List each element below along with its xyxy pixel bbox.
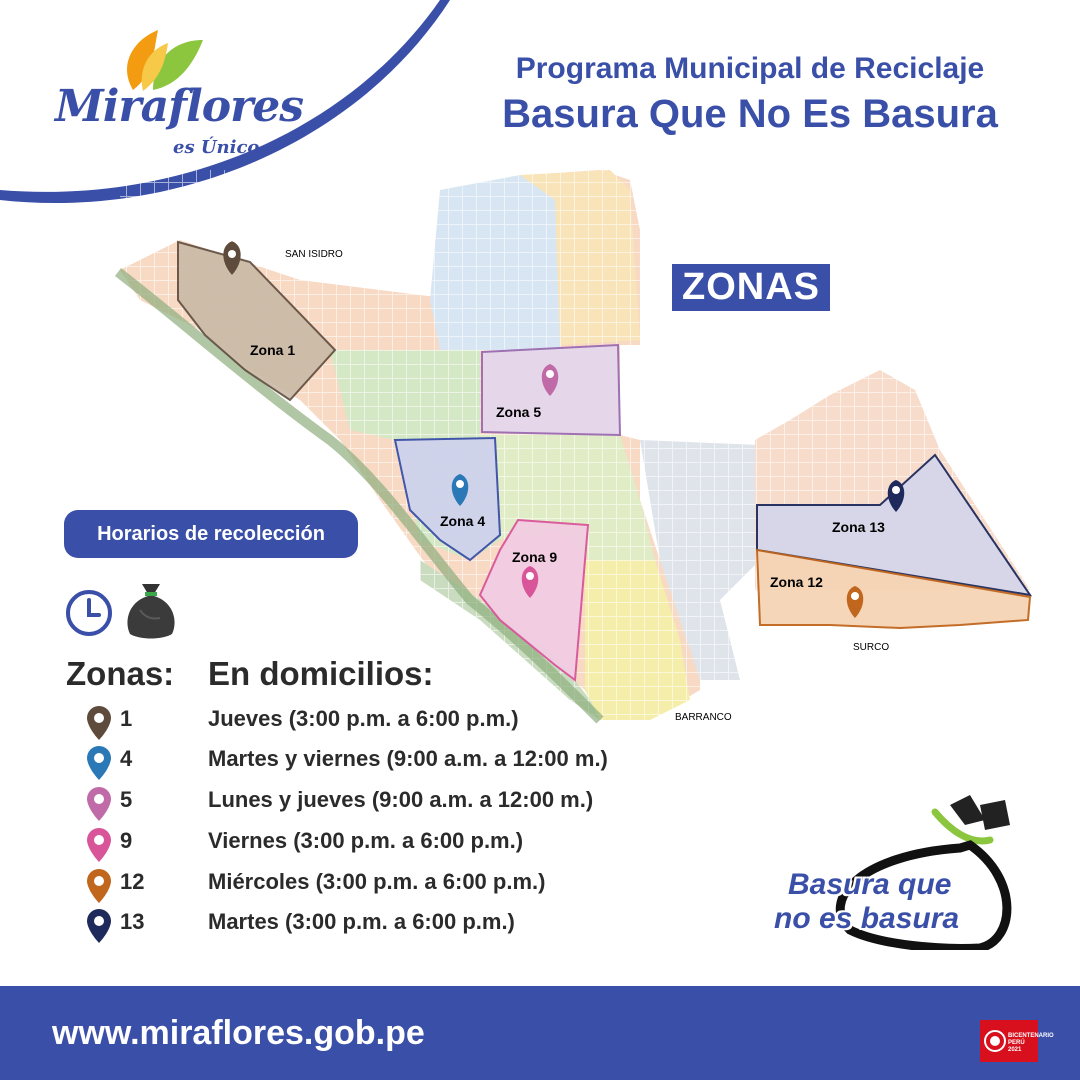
schedule-row xyxy=(84,824,684,860)
zone-9-pin-icon xyxy=(84,828,114,864)
district-barranco: BARRANCO xyxy=(675,712,732,723)
zone-4-pin-icon xyxy=(84,746,114,782)
zone-number: 9 xyxy=(120,828,133,853)
zone-4-label: Zona 4 xyxy=(440,513,486,529)
domicilios-column-header: En domicilios: xyxy=(208,655,434,692)
zone-number: 5 xyxy=(120,787,133,812)
zone-schedule: Martes (3:00 p.m. a 6:00 p.m.) xyxy=(208,909,515,934)
website-link[interactable]: www.miraflores.gob.pe xyxy=(52,1014,425,1052)
schedule-row xyxy=(84,865,684,901)
zone-schedule: Miércoles (3:00 p.m. a 6:00 p.m.) xyxy=(208,869,546,894)
zone-9-label: Zona 9 xyxy=(512,549,558,565)
bicentenario-text: BICENTENARIO PERÚ 2021 xyxy=(1008,1033,1054,1053)
zone-1-pin-icon xyxy=(84,706,114,742)
zone-13-pin-icon xyxy=(84,909,114,945)
page-title: Basura Que No Es Basura xyxy=(502,92,998,136)
zone-schedule: Jueves (3:00 p.m. a 6:00 p.m.) xyxy=(208,706,519,731)
logo-tagline: es Único xyxy=(173,137,260,158)
campaign-line2: no es basura xyxy=(774,902,960,935)
zone-5-pin-icon xyxy=(84,787,114,823)
zone-schedule: Martes y viernes (9:00 a.m. a 12:00 m.) xyxy=(208,746,608,771)
zone-13-label: Zona 13 xyxy=(832,519,885,535)
campaign-logo xyxy=(760,790,1020,960)
clock-icon xyxy=(64,588,114,638)
zone-1-label: Zona 1 xyxy=(250,342,296,358)
zone-schedule: Viernes (3:00 p.m. a 6:00 p.m.) xyxy=(208,828,524,853)
zone-number: 13 xyxy=(120,909,145,934)
zone-number: 1 xyxy=(120,706,133,731)
district-surco: SURCO xyxy=(853,642,890,653)
page-subtitle: Programa Municipal de Reciclaje xyxy=(515,52,985,85)
schedule-row xyxy=(84,905,684,941)
zonas-badge: ZONAS xyxy=(672,264,830,311)
zone-5-label: Zona 5 xyxy=(496,404,542,420)
zone-12-label: Zona 12 xyxy=(770,574,823,590)
schedule-row xyxy=(84,742,684,778)
trash-bag-icon xyxy=(120,576,182,642)
district-san-isidro: SAN ISIDRO xyxy=(285,249,343,260)
zone-12-pin-icon xyxy=(84,869,114,905)
schedule-pill: Horarios de recolección xyxy=(64,510,358,558)
logo-wordmark: Miraflores xyxy=(55,81,304,132)
schedule-row xyxy=(84,783,684,819)
zone-number: 12 xyxy=(120,869,145,894)
zonas-column-header: Zonas: xyxy=(66,655,175,692)
campaign-line1: Basura que xyxy=(788,868,952,901)
zone-number: 4 xyxy=(120,746,133,771)
zone-schedule: Lunes y jueves (9:00 a.m. a 12:00 m.) xyxy=(208,787,594,812)
schedule-row xyxy=(84,702,684,738)
bicentenario-logo xyxy=(980,1020,1054,1062)
